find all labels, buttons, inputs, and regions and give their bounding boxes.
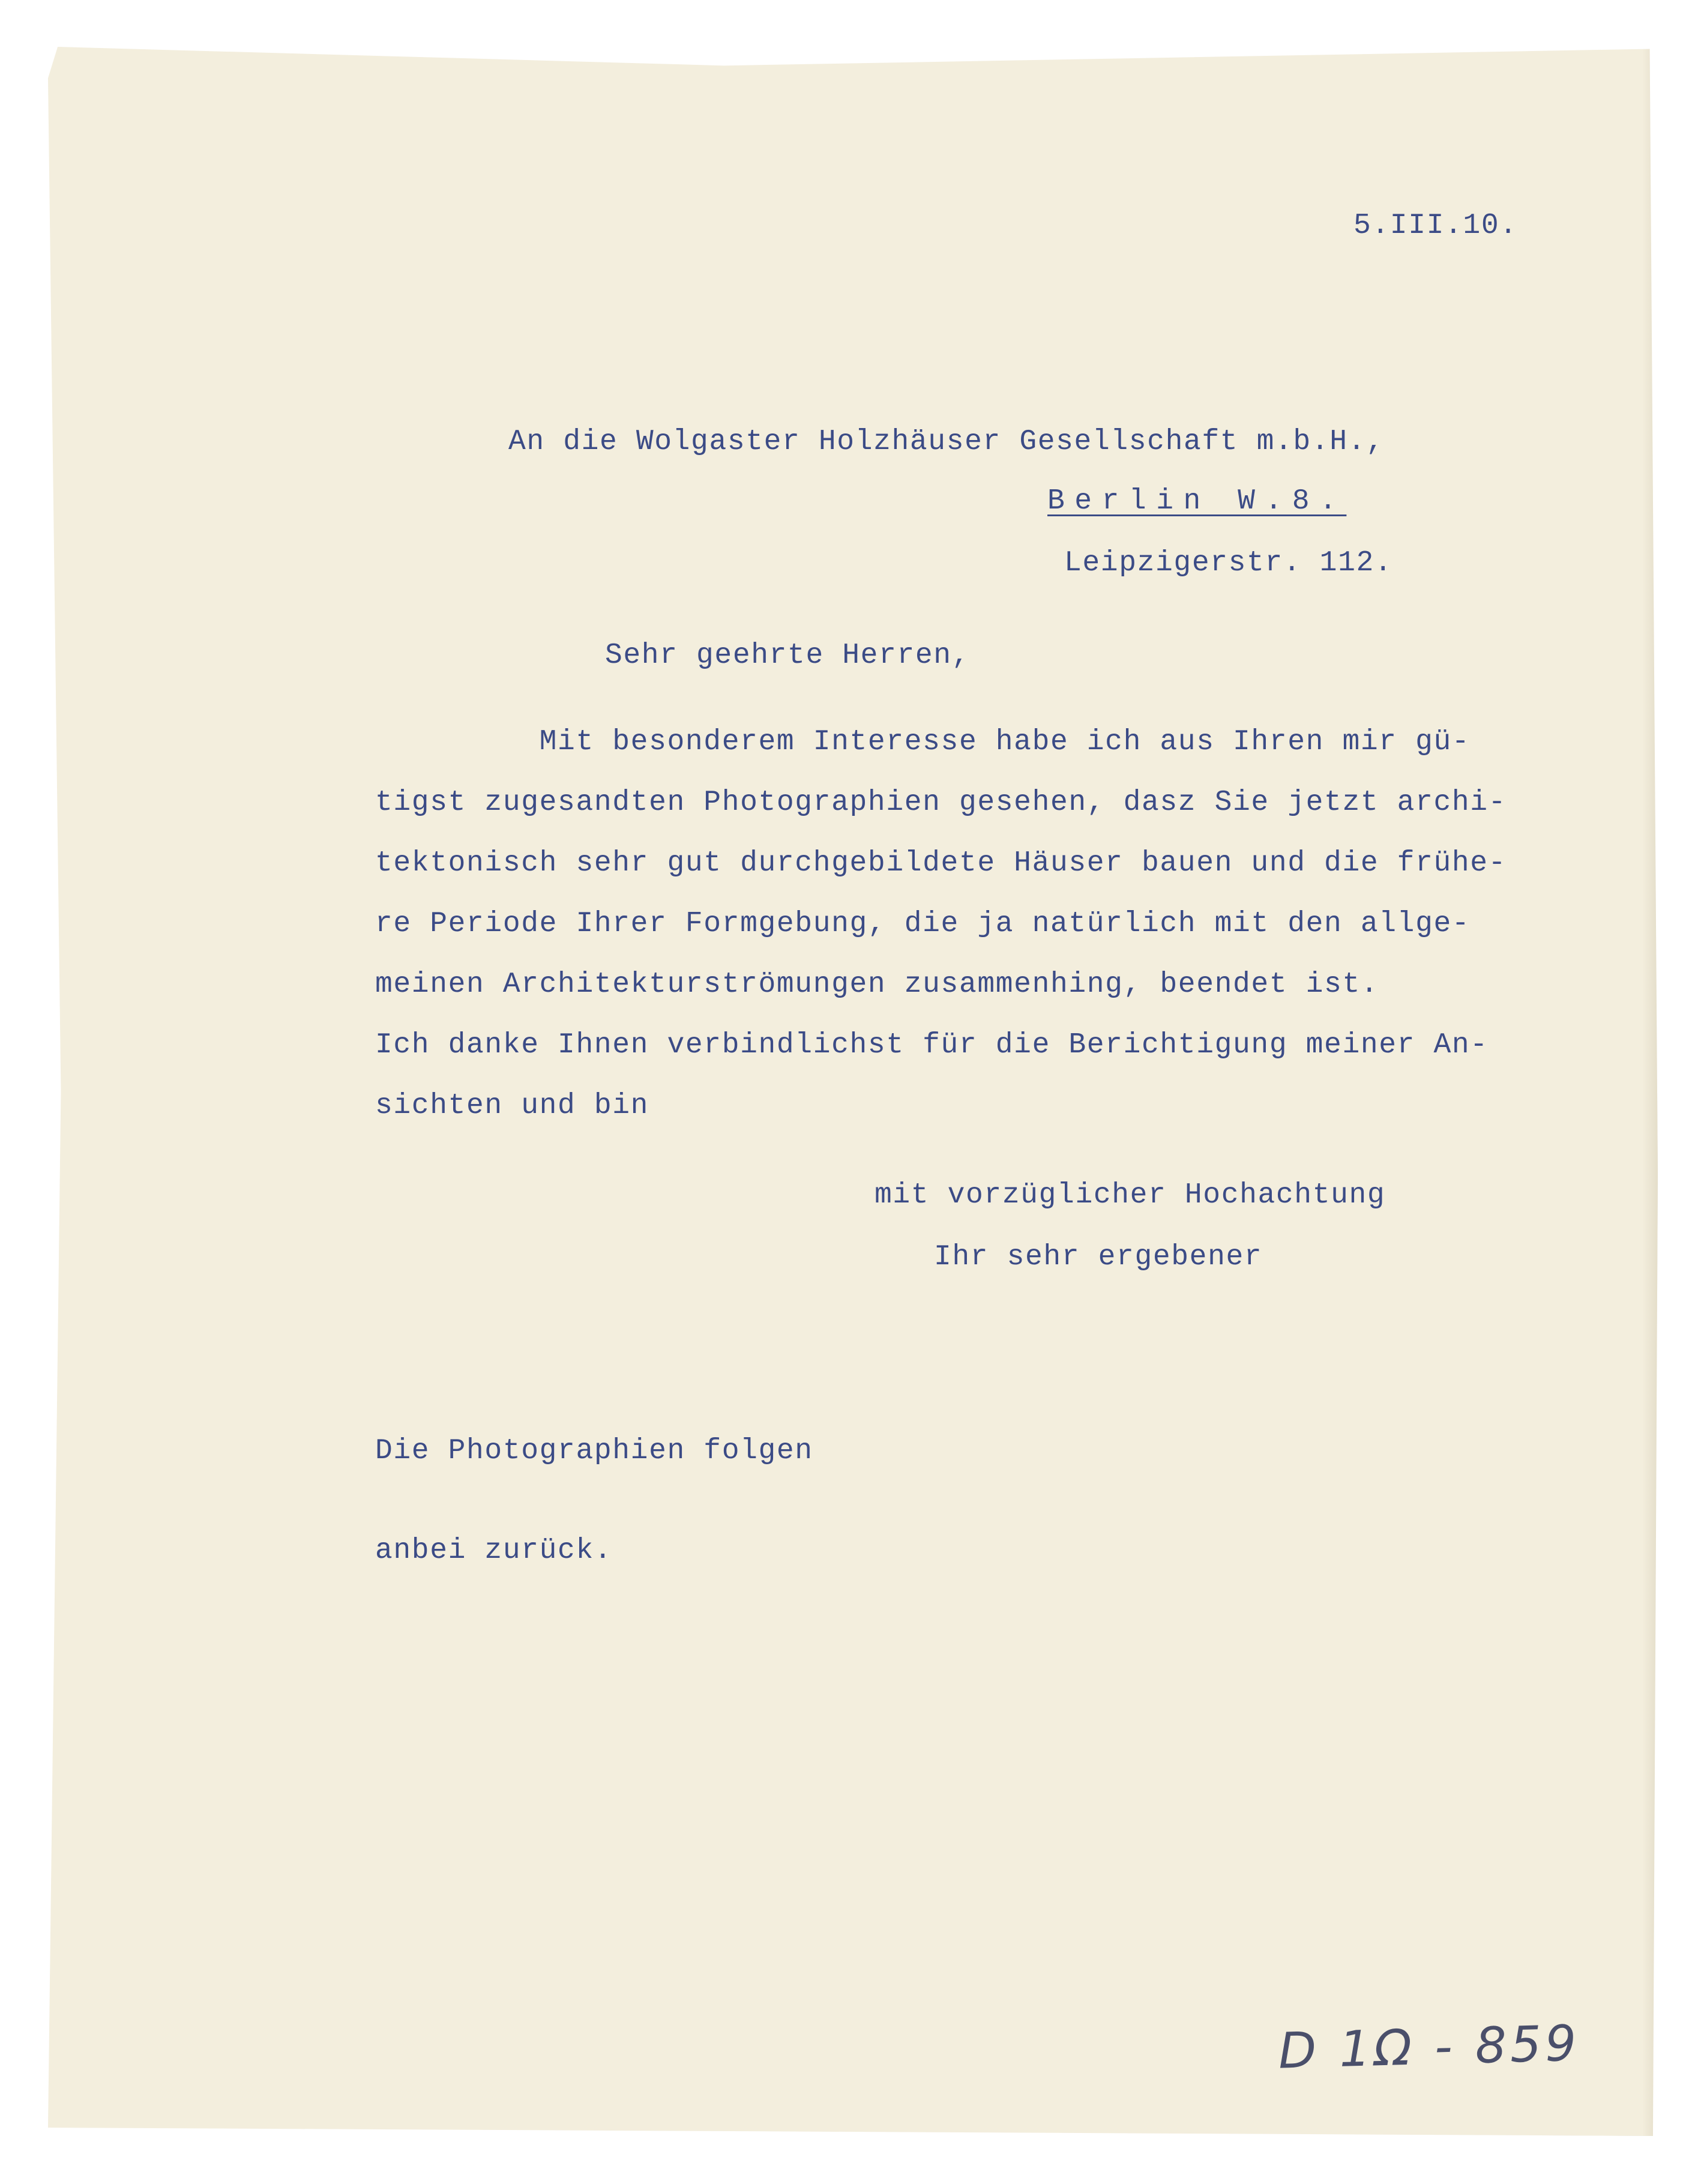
recipient-city: Berlin W.8.	[1047, 485, 1347, 517]
closing-phrase: mit vorzüglicher Hochachtung	[875, 1179, 1386, 1211]
recipient-street: Leipzigerstr. 112.	[1064, 547, 1393, 579]
archive-reference-number: D 1Ω - 859	[1277, 2015, 1581, 2080]
recipient-company: An die Wolgaster Holzhäuser Gesellschaft m.b.H.,	[508, 426, 1385, 458]
postscript-line-2: anbei zurück.	[375, 1534, 613, 1567]
body-line-1: Mit besonderem Interesse habe ich aus Ihren mir gü-	[375, 726, 1471, 758]
closing-signoff: Ihr sehr ergebener	[934, 1241, 1263, 1273]
salutation: Sehr geehrte Herren,	[605, 639, 971, 672]
body-line-2: tigst zugesandten Photographien gesehen, dasz Sie jetzt archi-	[375, 786, 1507, 819]
body-line-5: meinen Architekturströmungen zusammenhing, beendet ist.	[375, 968, 1379, 1001]
postscript-line-1: Die Photographien folgen	[375, 1435, 813, 1468]
postscript	[375, 1369, 813, 1600]
sheet-shadow-edge	[1642, 47, 1658, 2136]
letter-sheet	[48, 47, 1658, 2136]
body-line-6: Ich danke Ihnen verbindlichst für die Berichtigung meiner An-	[375, 1029, 1489, 1061]
letter-date: 5.III.10.	[1353, 210, 1518, 242]
body-line-3: tektonisch sehr gut durchgebildete Häuser bauen und die frühe-	[375, 847, 1507, 879]
body-line-4: re Periode Ihrer Formgebung, die ja natürlich mit den allge-	[375, 908, 1471, 940]
body-line-7: sichten und bin	[375, 1090, 649, 1122]
